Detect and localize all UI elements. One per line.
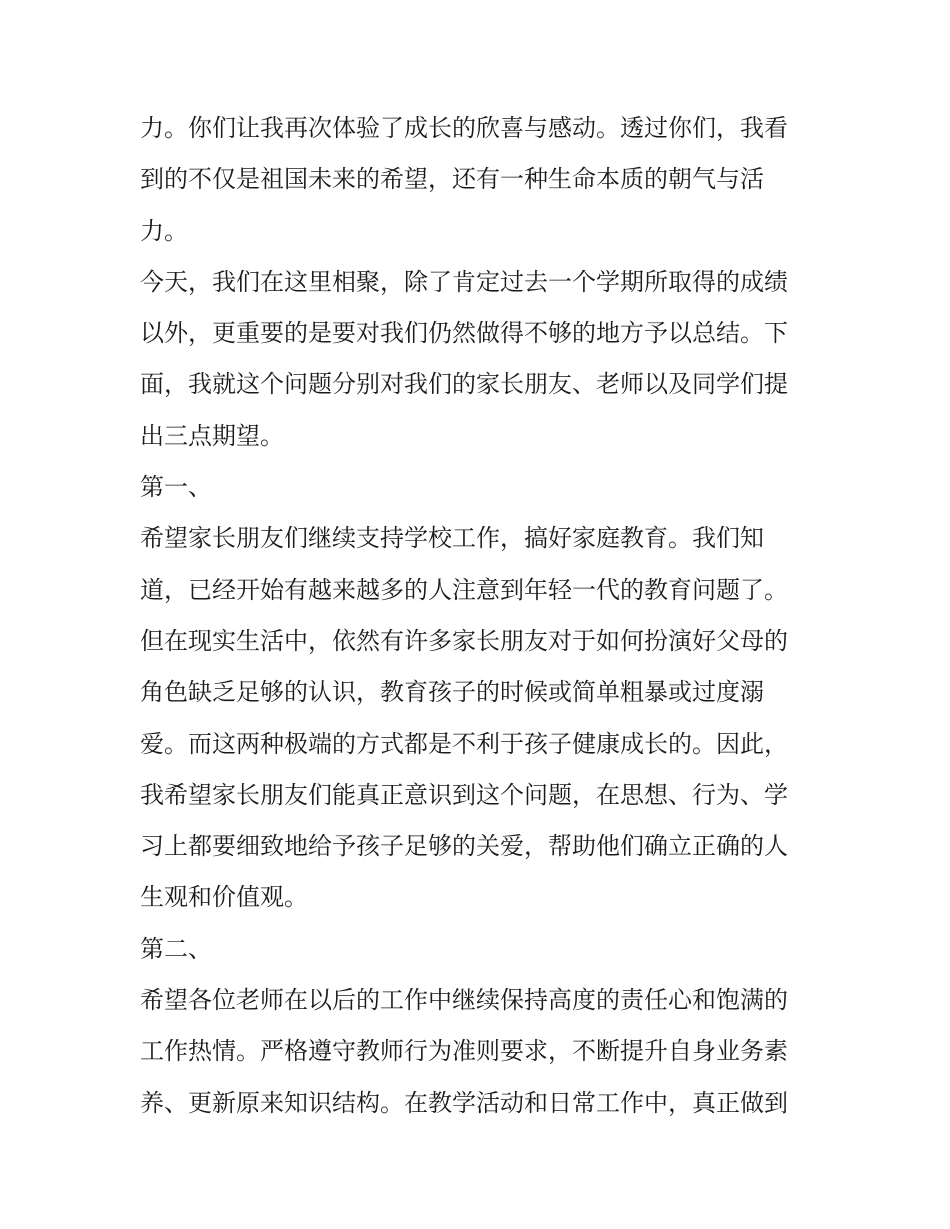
text-line: 但在现实生活中，依然有许多家长朋友对于如何扮演好父母的 bbox=[140, 626, 788, 655]
text-line: 希望家长朋友们继续支持学校工作，搞好家庭教育。我们知 bbox=[140, 524, 764, 553]
text-line: 工作热情。严格遵守教师行为准则要求，不断提升自身业务素 bbox=[140, 1037, 788, 1066]
text-line: 角色缺乏足够的认识，教育孩子的时候或简单粗暴或过度溺 bbox=[140, 678, 764, 707]
text-line: 希望各位老师在以后的工作中继续保持高度的责任心和饱满的 bbox=[140, 986, 788, 1015]
text-line: 力。你们让我再次体验了成长的欣喜与感动。透过你们，我看 bbox=[140, 114, 788, 142]
text-line: 生观和价值观。 bbox=[140, 883, 308, 912]
text-line: 力。 bbox=[140, 216, 188, 245]
text-line: 今天，我们在这里相聚，除了肯定过去一个学期所取得的成绩 bbox=[140, 267, 788, 296]
text-line: 面，我就这个问题分别对我们的家长朋友、老师以及同学们提 bbox=[140, 370, 788, 399]
text-line: 出三点期望。 bbox=[140, 421, 284, 450]
text-line: 习上都要细致地给予孩子足够的关爱，帮助他们确立正确的人 bbox=[140, 832, 788, 861]
text-line: 我希望家长朋友们能真正意识到这个问题，在思想、行为、学 bbox=[140, 780, 788, 809]
text-line: 道，已经开始有越来越多的人注意到年轻一代的教育问题了。 bbox=[140, 575, 788, 604]
text-line: 到的不仅是祖国未来的希望，还有一种生命本质的朝气与活 bbox=[140, 165, 764, 194]
section-heading: 第一、 bbox=[140, 473, 212, 502]
text-line: 爱。而这两种极端的方式都是不利于孩子健康成长的。因此， bbox=[140, 729, 788, 758]
document-body bbox=[140, 103, 820, 1129]
text-line: 养、更新原来知识结构。在教学活动和日常工作中，真正做到 bbox=[140, 1088, 788, 1117]
section-heading: 第二、 bbox=[140, 934, 212, 963]
text-line: 以外，更重要的是要对我们仍然做得不够的地方予以总结。下 bbox=[140, 319, 788, 348]
